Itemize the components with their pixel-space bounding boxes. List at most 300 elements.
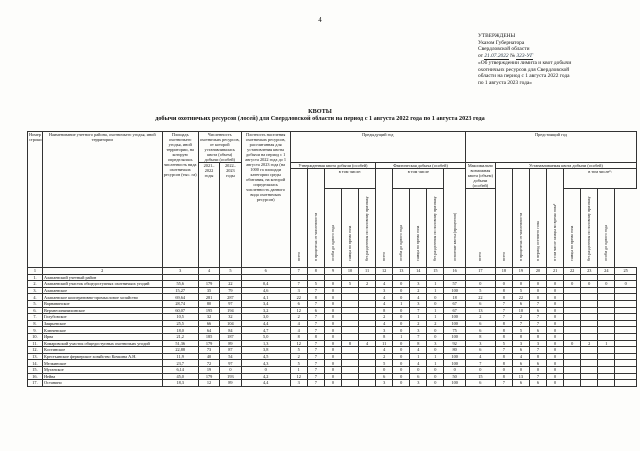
table-cell: 3,2 — [241, 307, 290, 314]
table-cell: 9. — [28, 327, 43, 334]
table-cell: 1 — [427, 353, 444, 360]
table-cell: 14. — [28, 360, 43, 367]
table-row — [28, 281, 637, 288]
table-cell — [512, 274, 529, 281]
table-cell — [359, 307, 376, 314]
table-cell: 5 — [465, 287, 495, 294]
table-cell — [547, 274, 564, 281]
table-cell — [341, 320, 358, 327]
table-cell: 5 — [512, 327, 529, 334]
table-cell: 0 — [324, 366, 341, 373]
table-cell — [581, 380, 598, 387]
table-cell: 8 — [495, 353, 512, 360]
table-cell: 7 — [307, 366, 324, 373]
table-cell: 5. — [28, 300, 43, 307]
table-cell: 79 — [220, 287, 241, 294]
table-cell: 179 — [198, 373, 219, 380]
header-total: всего — [465, 189, 495, 268]
table-cell: 1 — [410, 314, 427, 321]
table-cell: 2 — [427, 320, 444, 327]
table-cell: 2 — [376, 353, 393, 360]
table-cell — [581, 353, 598, 360]
header-pct: в процентах от численности — [512, 169, 529, 268]
table-cell — [359, 353, 376, 360]
table-cell: 45,0 — [162, 373, 198, 380]
table-cell: 18 — [444, 294, 466, 301]
table-cell: 4 — [410, 360, 427, 367]
table-cell — [615, 274, 637, 281]
table-cell: 21,2 — [162, 333, 198, 340]
table-cell: 0 — [427, 300, 444, 307]
table-cell: 6 — [465, 327, 495, 334]
table-cell: 6 — [512, 300, 529, 307]
date-value: 21.07.2022 — [484, 52, 509, 59]
table-cell: 8 — [495, 294, 512, 301]
page-number: 4 — [318, 16, 322, 24]
table-cell — [615, 380, 637, 387]
table-cell: 0 — [547, 281, 564, 288]
table-cell: 4,1 — [241, 294, 290, 301]
table-cell: 7 — [307, 340, 324, 347]
table-cell: 6 — [307, 307, 324, 314]
table-cell: 1 — [427, 307, 444, 314]
table-cell: 0 — [547, 333, 564, 340]
district-name-cell: Верхнесинячихинское — [42, 307, 162, 314]
table-cell: 6 — [529, 307, 546, 314]
table-cell: 2 — [290, 314, 307, 321]
table-cell: 3,0 — [241, 314, 290, 321]
header-males-rut: в том числе самцы во время гона² — [547, 169, 564, 268]
table-cell: 0 — [324, 294, 341, 301]
table-cell: 8 — [529, 353, 546, 360]
table-cell — [615, 347, 637, 354]
table-cell: 0 — [529, 287, 546, 294]
table-cell: 4 — [376, 347, 393, 354]
table-cell: 0 — [444, 366, 466, 373]
table-cell — [341, 314, 358, 321]
table-cell: 50 — [444, 373, 466, 380]
table-cell: 0 — [581, 281, 598, 288]
table-cell: 67 — [444, 300, 466, 307]
header-males: самцы во время гона — [341, 189, 358, 268]
table-cell: 7 — [410, 333, 427, 340]
table-cell: 7 — [495, 380, 512, 387]
table-cell: 15,27 — [162, 287, 198, 294]
table-cell: 12 — [290, 340, 307, 347]
table-cell — [529, 274, 546, 281]
column-number: 17 — [465, 268, 495, 275]
table-cell: 0 — [324, 281, 341, 288]
table-cell: 64 — [198, 327, 219, 334]
table-cell: 0 — [547, 366, 564, 373]
district-name-cell: Алапаевский участок общедоступных охотничьих угодий — [42, 281, 162, 288]
column-number: 5 — [220, 268, 241, 275]
table-cell: 10. — [28, 333, 43, 340]
table-cell — [290, 274, 307, 281]
district-name-cell: Голубовское — [42, 314, 162, 321]
table-cell: 5 — [512, 287, 529, 294]
document-title — [0, 108, 640, 123]
table-cell — [598, 314, 615, 321]
table-cell: 0 — [393, 366, 410, 373]
table-cell — [598, 333, 615, 340]
table-row — [28, 373, 637, 380]
table-cell: 73 — [198, 347, 219, 354]
table-cell: 1 — [427, 360, 444, 367]
table-cell: 7 — [307, 314, 324, 321]
table-cell — [581, 347, 598, 354]
approval-line: Свердловской области — [478, 46, 530, 52]
header-area: Площадь охотничьего угодья, иной территории, на которую определялась численность вида охотничьих ресурсов (тыс. га) — [162, 132, 198, 268]
table-cell: 0 — [324, 287, 341, 294]
table-cell: 0 — [324, 340, 341, 347]
table-row — [28, 287, 637, 294]
table-cell: 179 — [198, 340, 219, 347]
column-number: 21 — [547, 268, 564, 275]
table-cell: 0 — [547, 380, 564, 387]
table-cell: 5,0 — [241, 333, 290, 340]
table-row — [28, 314, 637, 321]
table-cell: 4,5 — [241, 353, 290, 360]
table-row — [28, 333, 637, 340]
table-cell: 0 — [427, 294, 444, 301]
table-cell: 4,4 — [241, 320, 290, 327]
column-number: 16 — [444, 268, 466, 275]
district-name-cell: Ирва — [42, 333, 162, 340]
table-cell: 4,6 — [241, 287, 290, 294]
table-cell: 0 — [615, 281, 637, 288]
table-cell: 0 — [324, 333, 341, 340]
table-cell: 3 — [427, 340, 444, 347]
table-cell: 32 — [198, 314, 219, 321]
table-cell: 6 — [529, 380, 546, 387]
table-cell — [341, 353, 358, 360]
table-cell — [564, 347, 581, 354]
table-cell: 2 — [512, 314, 529, 321]
table-cell: 4 — [376, 281, 393, 288]
table-cell: 0 — [529, 294, 546, 301]
district-name-cell: Варнавинское — [42, 300, 162, 307]
approval-line: области на период с 1 августа 2022 года — [478, 73, 570, 79]
table-cell: 8 — [341, 340, 358, 347]
header-count-y1: 2021–2022 годы — [198, 163, 219, 268]
table-cell: 16. — [28, 373, 43, 380]
table-cell — [359, 314, 376, 321]
header-count-y2: 2022–2023 годы — [220, 163, 241, 268]
table-cell: 2 — [376, 314, 393, 321]
table-cell: 3 — [410, 300, 427, 307]
table-cell: 8 — [495, 287, 512, 294]
table-cell: 1. — [28, 274, 43, 281]
header-pct: в процентах от численности — [307, 169, 324, 268]
table-cell: 8 — [410, 340, 427, 347]
column-number: 11 — [359, 268, 376, 275]
table-cell: 0 — [465, 366, 495, 373]
table-cell: 0 — [324, 314, 341, 321]
table-cell — [615, 287, 637, 294]
table-cell: 0 — [393, 307, 410, 314]
table-cell: 0 — [564, 340, 581, 347]
table-cell: 28,74 — [162, 300, 198, 307]
table-cell: 0 — [393, 373, 410, 380]
table-row — [28, 380, 637, 387]
table-cell: 0 — [324, 320, 341, 327]
column-number: 13 — [393, 268, 410, 275]
table-cell: 7 — [465, 360, 495, 367]
table-cell: 6 — [529, 327, 546, 334]
table-cell — [341, 380, 358, 387]
approval-line: Указом Губернатора — [478, 39, 525, 46]
table-cell: 100 — [444, 353, 466, 360]
table-cell: 4 — [410, 294, 427, 301]
table-cell — [359, 320, 376, 327]
table-row — [28, 366, 637, 373]
table-cell — [564, 373, 581, 380]
table-cell: 185 — [198, 333, 219, 340]
table-cell: 0 — [220, 366, 241, 373]
header-young: особи до одного года — [324, 189, 341, 268]
table-cell — [581, 373, 598, 380]
table-cell: 100 — [444, 287, 466, 294]
table-cell: 8 — [495, 320, 512, 327]
table-cell: 69,64 — [162, 294, 198, 301]
header-rut: в период осеннего гона — [529, 169, 546, 268]
header-pct-quota: освоение квоты (процентов) — [444, 169, 466, 268]
table-cell: 75 — [444, 327, 466, 334]
table-row — [28, 307, 637, 314]
table-cell: 0 — [427, 347, 444, 354]
table-cell: 0 — [393, 327, 410, 334]
district-name-cell: Комаровский участок общедоступных охотничьих угодий — [42, 340, 162, 347]
table-cell: 3 — [512, 340, 529, 347]
table-cell: 6 — [465, 320, 495, 327]
table-cell: 7 — [410, 307, 427, 314]
table-cell — [615, 314, 637, 321]
table-cell: 4 — [376, 294, 393, 301]
table-cell: 0 — [547, 353, 564, 360]
table-cell: 80 — [198, 300, 219, 307]
table-row — [28, 320, 637, 327]
header-approved-quota: Утвержденная квота добычи (особей) — [290, 163, 375, 169]
table-cell: 1 — [393, 300, 410, 307]
district-name-cell: Муганское — [42, 366, 162, 373]
table-cell: 0 — [547, 320, 564, 327]
table-cell: 0,4 — [241, 281, 290, 288]
header-incl: в том числе¹: — [564, 169, 637, 189]
approval-stamp — [478, 33, 633, 86]
table-cell — [162, 274, 198, 281]
table-cell: 100 — [444, 333, 466, 340]
table-cell: 35 — [198, 287, 219, 294]
district-name-cell: Нейва — [42, 373, 162, 380]
header-prev-year: Предыдущий год — [290, 132, 465, 163]
column-number: 25 — [615, 268, 637, 275]
table-cell: 2 — [465, 314, 495, 321]
table-cell: 17. — [28, 380, 43, 387]
table-cell: 1 — [427, 281, 444, 288]
column-number: 7 — [290, 268, 307, 275]
table-cell: 7 — [495, 307, 512, 314]
table-cell — [581, 320, 598, 327]
table-cell: 0 — [495, 366, 512, 373]
column-number: 22 — [564, 268, 581, 275]
table-cell: 97 — [220, 360, 241, 367]
table-cell: 0 — [324, 300, 341, 307]
header-density: Плотность населения охотничьих ресурсов, рассчитанная для установления квоты добычи на период с 1 августа 2022 года до 1 августа 2023 года (на 1000 га площади категории среды обитания, на которой определялась численность данного вида охотничьих ресурсов) — [241, 132, 290, 268]
table-cell: 11 — [376, 340, 393, 347]
table-cell: 8 — [529, 333, 546, 340]
table-cell: 0 — [393, 347, 410, 354]
title-line: КВОТЫ — [308, 108, 332, 115]
table-cell: 1 — [427, 287, 444, 294]
table-cell: 281 — [198, 294, 219, 301]
table-cell: 100 — [444, 360, 466, 367]
table-cell: 7 — [307, 347, 324, 354]
table-cell: 0 — [547, 373, 564, 380]
table-cell: 80 — [444, 347, 466, 354]
table-cell: 8. — [28, 320, 43, 327]
table-cell: 0 — [324, 373, 341, 380]
column-number: 23 — [581, 268, 598, 275]
table-cell: 0 — [495, 281, 512, 288]
table-cell: 6 — [465, 347, 495, 354]
table-cell — [598, 380, 615, 387]
table-cell: 6 — [512, 347, 529, 354]
table-cell: 1 — [598, 340, 615, 347]
table-cell: 40 — [198, 353, 219, 360]
table-cell — [615, 307, 637, 314]
table-cell — [341, 327, 358, 334]
table-cell: 0 — [512, 281, 529, 288]
table-cell: 3,8 — [241, 347, 290, 354]
table-cell: 7 — [529, 320, 546, 327]
table-cell — [615, 360, 637, 367]
table-cell: 57 — [444, 281, 466, 288]
table-cell — [341, 300, 358, 307]
column-number: 12 — [376, 268, 393, 275]
table-cell — [341, 294, 358, 301]
table-cell — [598, 274, 615, 281]
table-cell: 2 — [359, 281, 376, 288]
table-cell — [581, 307, 598, 314]
table-cell: 5 — [307, 281, 324, 288]
table-cell: 8 — [307, 333, 324, 340]
column-number: 4 — [198, 268, 219, 275]
column-number: 1 — [28, 268, 43, 275]
table-cell — [598, 353, 615, 360]
table-cell: 7 — [307, 353, 324, 360]
table-cell: 8 — [376, 333, 393, 340]
header-young: особи до одного года — [598, 189, 615, 268]
table-cell: 13 — [512, 373, 529, 380]
table-cell: 100 — [444, 314, 466, 321]
table-cell — [598, 307, 615, 314]
table-cell — [598, 327, 615, 334]
column-number: 20 — [529, 268, 546, 275]
table-cell: 10 — [512, 307, 529, 314]
table-cell — [581, 314, 598, 321]
table-cell: 0 — [427, 373, 444, 380]
table-cell — [359, 360, 376, 367]
table-cell: 3 — [376, 287, 393, 294]
table-cell: 0 — [547, 360, 564, 367]
table-cell: 8 — [290, 333, 307, 340]
table-cell: 7 — [529, 347, 546, 354]
table-cell: 4 — [376, 320, 393, 327]
table-cell — [495, 274, 512, 281]
table-cell: 6 — [290, 300, 307, 307]
table-cell: 187 — [220, 333, 241, 340]
district-name-cell: Алапаевское кооперативно-промысловое хозяйство — [42, 294, 162, 301]
table-cell — [359, 366, 376, 373]
header-males: самцы во время гона — [564, 189, 581, 268]
table-cell — [598, 347, 615, 354]
table-cell: 22 — [512, 294, 529, 301]
table-cell — [341, 347, 358, 354]
table-cell: 0 — [393, 287, 410, 294]
table-cell: 22 — [465, 294, 495, 301]
table-cell: 5 — [341, 281, 358, 288]
table-cell: 0 — [393, 294, 410, 301]
approval-line: охотничьих ресурсов для Свердловской — [478, 66, 570, 73]
table-cell: 13 — [465, 307, 495, 314]
table-cell: 7 — [512, 320, 529, 327]
table-cell: 12. — [28, 347, 43, 354]
table-cell: 194 — [220, 307, 241, 314]
column-number: 3 — [162, 268, 198, 275]
table-cell — [581, 360, 598, 367]
table-cell: 0 — [547, 327, 564, 334]
table-cell: 2 — [410, 287, 427, 294]
table-cell: 7 — [307, 360, 324, 367]
table-cell — [564, 333, 581, 340]
table-row — [28, 300, 637, 307]
table-cell: 3 — [410, 327, 427, 334]
table-cell: 8 — [376, 307, 393, 314]
table-cell: 15 — [465, 373, 495, 380]
table-cell: 3. — [28, 287, 43, 294]
column-number: 19 — [512, 268, 529, 275]
table-cell: 195 — [198, 307, 219, 314]
table-cell — [410, 274, 427, 281]
header-no-sex: без разделения по половому признаку — [359, 189, 376, 268]
table-cell — [598, 366, 615, 373]
table-cell: 0 — [393, 314, 410, 321]
table-row — [28, 353, 637, 360]
table-cell: 2 — [581, 340, 598, 347]
table-cell: 15. — [28, 366, 43, 373]
table-cell: 4 — [376, 300, 393, 307]
table-cell: 7 — [290, 281, 307, 288]
table-cell — [615, 320, 637, 327]
header-young: особи до одного года — [393, 189, 410, 268]
table-cell: 0 — [324, 353, 341, 360]
table-cell: 100 — [444, 320, 466, 327]
table-cell — [359, 327, 376, 334]
table-cell: 12 — [290, 307, 307, 314]
table-cell — [198, 274, 219, 281]
table-cell: 0 — [376, 366, 393, 373]
table-cell — [581, 366, 598, 373]
table-cell — [581, 294, 598, 301]
table-cell: 0 — [324, 307, 341, 314]
column-number: 9 — [324, 268, 341, 275]
table-cell — [564, 307, 581, 314]
table-cell — [465, 274, 495, 281]
table-cell — [444, 274, 466, 281]
header-district: Наименование учетного района, охотничьего угодья, иной территории — [42, 132, 162, 268]
table-cell: 1 — [393, 333, 410, 340]
